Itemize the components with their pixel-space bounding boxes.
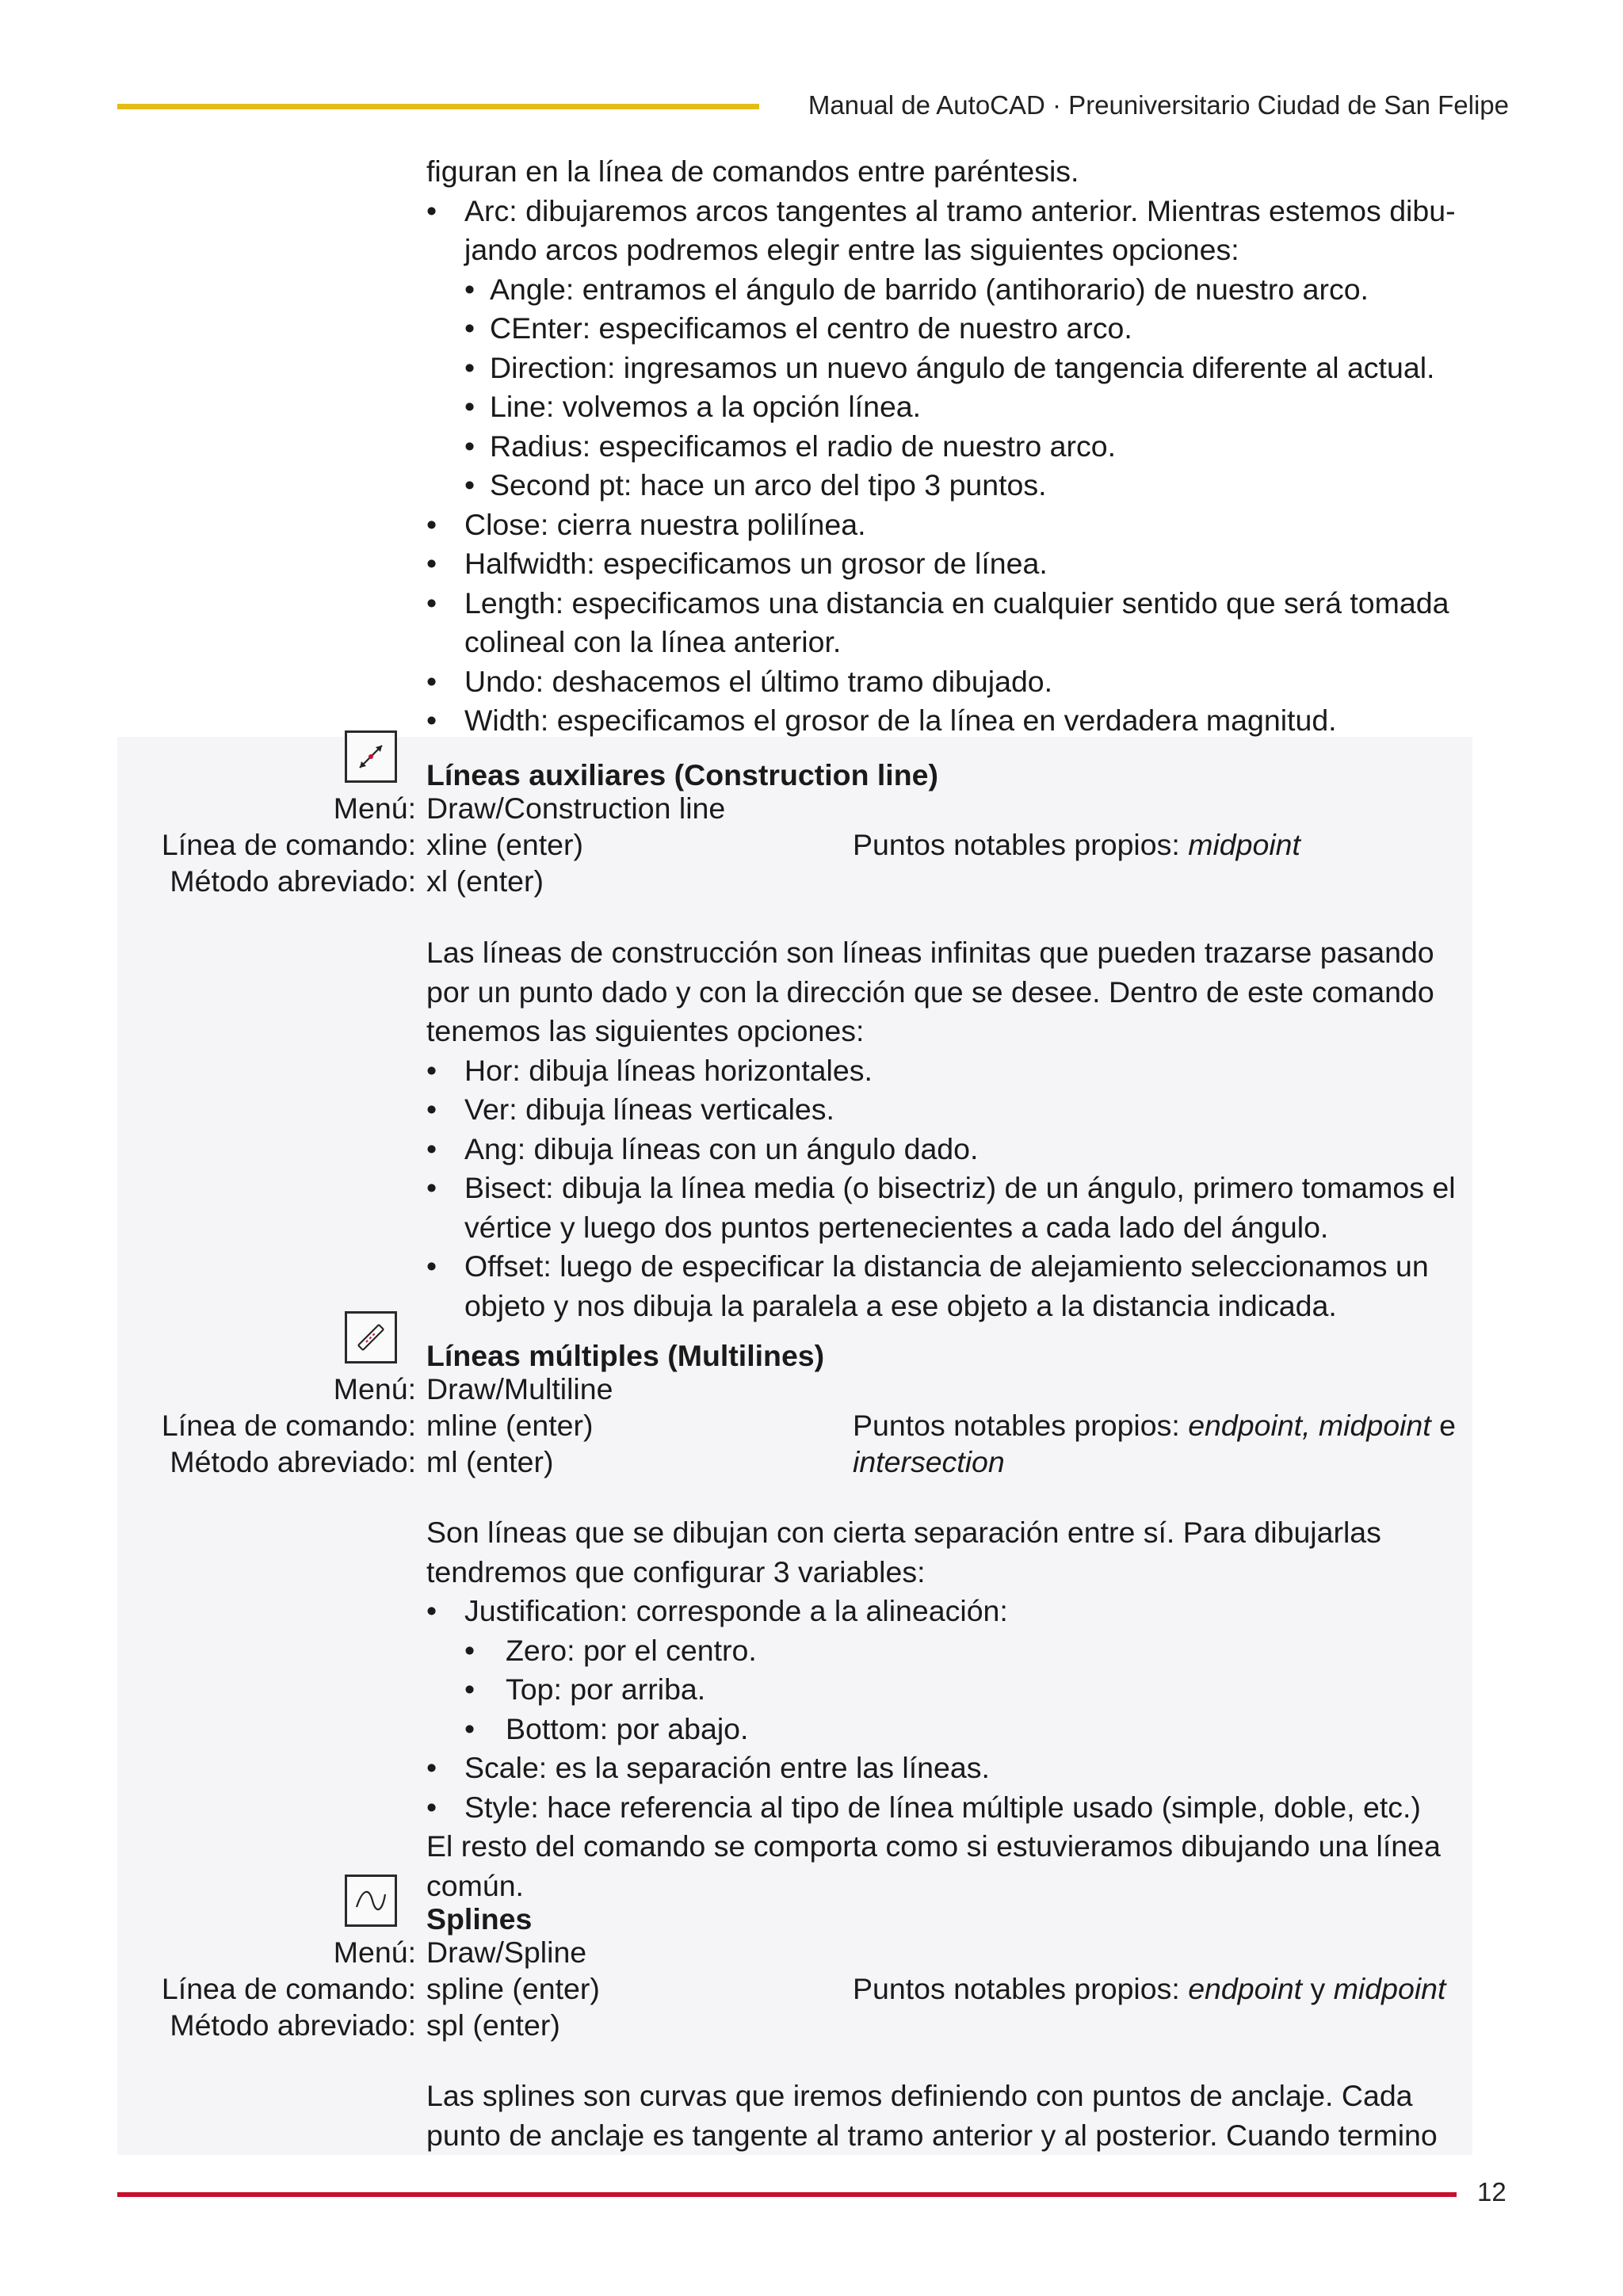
multiline-icon[interactable] xyxy=(345,1311,397,1363)
option-arc xyxy=(426,192,1472,505)
command-row xyxy=(117,1970,1472,2007)
spline-description-text: Las splines son curvas que iremos definiendo con puntos de anclaje. Cada punto de anclaje es tangente al tramo anterior y al posterior. Cuando termino xyxy=(426,2079,1438,2152)
osnap-joiner: y xyxy=(1302,1972,1334,2005)
command-label: Línea de comando: xyxy=(161,1972,416,2005)
polyline-options xyxy=(426,152,1472,741)
menu-row xyxy=(117,790,1472,826)
justification-sub-list xyxy=(464,1631,1472,1749)
spline-section xyxy=(117,1875,1472,2057)
menu-label: Menú: xyxy=(333,1936,416,1969)
osnap-note xyxy=(853,1407,1456,1444)
menu-label: Menú: xyxy=(333,791,416,825)
menu-label: Menú: xyxy=(333,1372,416,1405)
list-item: • Ang: dibuja líneas con un ángulo dado. xyxy=(426,1130,1472,1169)
osnap-note xyxy=(853,826,1300,863)
osnap-value: endpoint, midpoint xyxy=(1188,1409,1431,1442)
abbrev-label: Método abreviado: xyxy=(170,2008,416,2042)
command-value: mline (enter) xyxy=(426,1409,594,1442)
list-item: • Hor: dibuja líneas horizontales. xyxy=(426,1051,1472,1091)
osnap-prefix: Puntos notables propios: xyxy=(853,828,1189,861)
mline-option-list xyxy=(426,1592,1472,1827)
command-row xyxy=(117,826,1472,863)
mline-section xyxy=(117,1311,1472,1493)
arc-sub-list xyxy=(464,270,1472,505)
command-label: Línea de comando: xyxy=(161,1409,416,1442)
mline-description xyxy=(426,1513,1472,1905)
list-item: • Line: volvemos a la opción línea. xyxy=(464,387,1472,427)
abbrev-row xyxy=(117,1444,1472,1480)
osnap-value: midpoint xyxy=(1188,828,1300,861)
xline-option-list xyxy=(426,1051,1472,1326)
osnap-note xyxy=(853,1970,1445,2007)
spline-description xyxy=(426,2077,1472,2155)
command-value: spline (enter) xyxy=(426,1972,600,2005)
osnap-value: midpoint xyxy=(1333,1972,1446,2005)
command-row xyxy=(117,1407,1472,1444)
list-item: • Zero: por el centro. xyxy=(464,1631,1472,1671)
option-arc-text: Arc: dibujaremos arcos tangentes al tramo anterior. Mientras estemos dibu-jando arcos podremos elegir entre las siguientes opciones: xyxy=(464,193,1456,266)
command-label: Línea de comando: xyxy=(161,828,416,861)
footer-rule xyxy=(117,2192,1457,2197)
list-item: • Width: especificamos el grosor de la línea en verdadera magnitud. xyxy=(426,701,1472,741)
intro-line: figuran en la línea de comandos entre paréntesis. xyxy=(426,154,1079,188)
abbrev-label: Método abreviado: xyxy=(170,864,416,898)
mline-closing: El resto del comando se comporta como si estuvieramos dibujando una línea común. xyxy=(426,1829,1441,1902)
list-item: • CEnter: especificamos el centro de nuestro arco. xyxy=(464,309,1472,349)
page-number: 12 xyxy=(1477,2177,1507,2206)
command-value: xline (enter) xyxy=(426,828,583,861)
header-rule xyxy=(117,104,759,109)
osnap-note-continued xyxy=(853,1444,1005,1480)
list-item: • Direction: ingresamos un nuevo ángulo de tangencia diferente al actual. xyxy=(464,349,1472,388)
abbrev-row xyxy=(117,863,1472,899)
section-title: Líneas múltiples (Multilines) xyxy=(426,1339,825,1372)
menu-value: Draw/Multiline xyxy=(426,1372,613,1405)
list-item: • Ver: dibuja líneas verticales. xyxy=(426,1090,1472,1130)
list-item: • Scale: es la separación entre las líneas. xyxy=(426,1749,1472,1788)
list-item: • Top: por arriba. xyxy=(464,1670,1472,1710)
list-item: • Second pt: hace un arco del tipo 3 puntos. xyxy=(464,466,1472,505)
section-title: Splines xyxy=(426,1902,533,1936)
list-item: • Length: especificamos una distancia en cualquier sentido que será tomada colineal con la línea anterior. xyxy=(426,584,1472,662)
xline-description-text: Las líneas de construcción son líneas infinitas que pueden trazarse pasando por un punto dado y con la dirección que se desee. Dentro de este comando tenemos las siguientes opciones: xyxy=(426,936,1434,1047)
abbrev-value: spl (enter) xyxy=(426,2008,560,2042)
list-item: • Offset: luego de especificar la distancia de alejamiento seleccionamos un objeto y nos dibuja la paralela a ese objeto a la distancia indicada. xyxy=(426,1247,1472,1325)
abbrev-label: Método abreviado: xyxy=(170,1445,416,1478)
osnap-prefix: Puntos notables propios: xyxy=(853,1972,1189,2005)
list-item: • Halfwidth: especificamos un grosor de línea. xyxy=(426,544,1472,584)
list-item: • Close: cierra nuestra polilínea. xyxy=(426,505,1472,545)
osnap-prefix: Puntos notables propios: xyxy=(853,1409,1189,1442)
section-title: Líneas auxiliares (Construction line) xyxy=(426,758,938,791)
abbrev-row xyxy=(117,2007,1472,2043)
menu-value: Draw/Construction line xyxy=(426,791,726,825)
abbrev-value: xl (enter) xyxy=(426,864,544,898)
list-item: • Style: hace referencia al tipo de línea múltiple usado (simple, doble, etc.) xyxy=(426,1788,1472,1828)
list-item: • Bisect: dibuja la línea media (o bisectriz) de un ángulo, primero tomamos el vértice y luego dos puntos pertenecientes a cada lado del ángulo. xyxy=(426,1169,1472,1247)
menu-value: Draw/Spline xyxy=(426,1936,587,1969)
list-item: • Undo: deshacemos el último tramo dibujado. xyxy=(426,662,1472,702)
list-item: • Radius: especificamos el radio de nuestro arco. xyxy=(464,427,1472,467)
abbrev-value: ml (enter) xyxy=(426,1445,554,1478)
mline-description-text: Son líneas que se dibujan con cierta separación entre sí. Para dibujarlas tendremos que configurar 3 variables: xyxy=(426,1516,1381,1589)
list-item: • Bottom: por abajo. xyxy=(464,1710,1472,1749)
construction-line-icon[interactable] xyxy=(345,730,397,783)
list-item: • Angle: entramos el ángulo de barrido (antihorario) de nuestro arco. xyxy=(464,270,1472,310)
osnap-value: endpoint xyxy=(1188,1972,1303,2005)
menu-row xyxy=(117,1371,1472,1407)
osnap-value: intersection xyxy=(853,1445,1005,1478)
menu-row xyxy=(117,1934,1472,1970)
xline-description xyxy=(426,933,1472,1325)
option-list xyxy=(426,192,1472,741)
spline-icon[interactable] xyxy=(345,1875,397,1927)
justification-item xyxy=(426,1592,1472,1749)
osnap-joiner: e xyxy=(1430,1409,1456,1442)
page-header-title: Manual de AutoCAD · Preuniversitario Ciudad de San Felipe xyxy=(808,90,1509,120)
justification-text: Justification: corresponde a la alineación: xyxy=(464,1594,1008,1627)
xline-section xyxy=(117,730,1472,913)
